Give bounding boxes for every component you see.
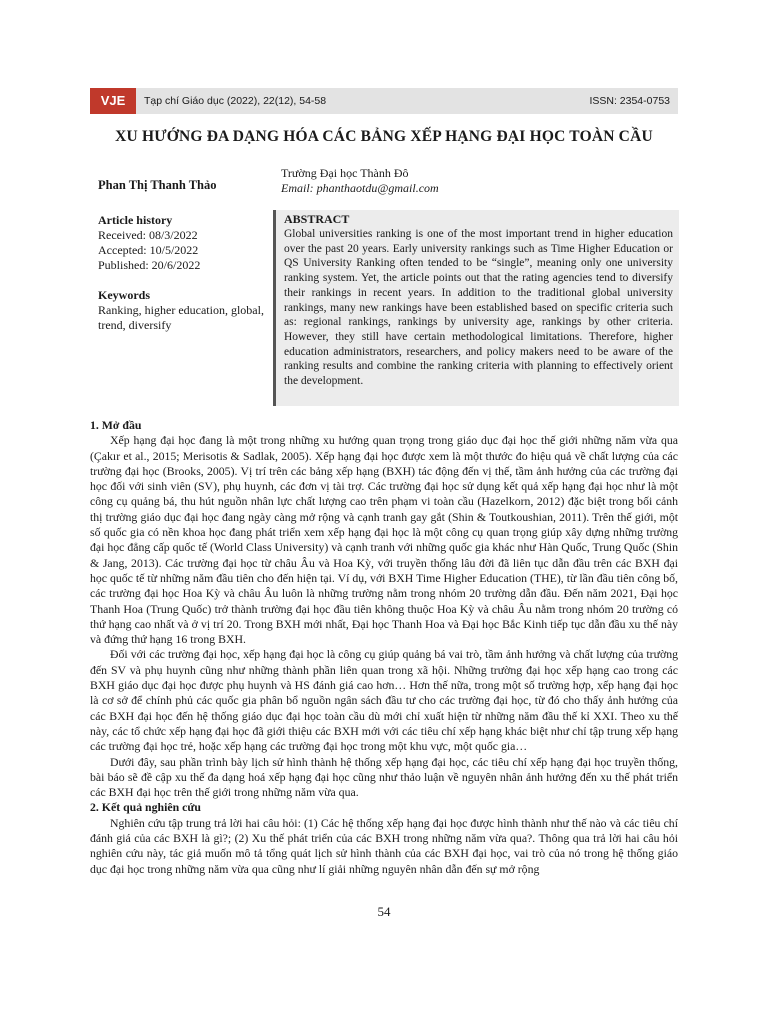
abstract-text: Global universities ranking is one of the most important trend in higher education over the past 20 years. Early university rankings such as Time Higher Education or QS University Ranking often tended to be “single”, meaning only one university ranking system. Yet, the article points out that the rating agencies tend to diversify their rankings in recent years. In addition to the traditional global university rankings, many new rankings have been established based on specific criteria such as: regional rankings, rankings by university age, rankings by other criteria. However, they still have certain methodological limitations. Therefore, higher education administrators, researchers, and policy makers need to be aware of the ranking results and combine the ranking criteria with planning to effectively orient the development.: [284, 228, 673, 388]
article-body: [90, 418, 678, 877]
journal-citation: Tạp chí Giáo dục (2022), 22(12), 54-58: [144, 95, 327, 107]
published-date: Published: 20/6/2022: [98, 258, 201, 272]
author-email[interactable]: Email: phanthaotdu@gmail.com: [281, 181, 439, 195]
abstract-box: [273, 210, 679, 406]
issn-label: ISSN: 2354-0753: [589, 95, 670, 107]
section-2-paragraph-1: Nghiên cứu tập trung trả lời hai câu hỏi: (1) Các hệ thống xếp hạng đại học được hình thành như thế nào và các tiêu chí đánh giá của các BXH là gì?; (2) Xu thế phát triển của các BXH trong những năm vừa qua?. Thông qua trả lời hai câu hỏi nghiên cứu này, tác giả muốn mô tả tổng quát lịch sử hình thành của các BXH đại học, vai trò của nó trong hệ thống giáo dục đại học trong những năm vừa qua cũng như lí giải những nguyên nhân dẫn đến sự mở rộng: [90, 815, 678, 876]
section-1-paragraph-3: Dưới đây, sau phần trình bày lịch sử hình thành hệ thống xếp hạng đại học, các tiêu chí xếp hạng đại học truyền thống, bài báo sẽ đề cập xu thế đa dạng hoá xếp hạng đại học cũng như thảo luận về nguyên nhân ảnh hưởng đến xu thế phát triển các BXH đại học trên thế giới trong những năm vừa qua.: [90, 754, 678, 800]
author-affiliation-block: [281, 166, 439, 196]
journal-logo: VJE: [90, 88, 136, 114]
keywords-text: Ranking, higher education, global, trend, diversify: [98, 303, 264, 332]
author-name: Phan Thị Thanh Thảo: [98, 178, 217, 192]
keywords-heading: Keywords: [98, 288, 150, 302]
section-1-paragraph-1: Xếp hạng đại học đang là một trong những xu hướng quan trọng trong giáo dục đại học thế giới những năm vừa qua (Çakır et al., 2015; Merisotis & Sadlak, 2005). Xếp hạng đại học được xem là một thước đo hiệu quả về chất lượng của các trường đại học (Brooks, 2005). Vị trí trên các bảng xếp hạng (BXH) tác động đến vị thế, tầm ảnh hưởng của các trường đại học đối với sinh viên (SV), phụ huynh, các đơn vị tài trợ. Các trường đại học sử dụng kết quả xếp hạng đại học như là một công cụ quảng bá, thu hút nguồn nhân lực chất lượng cao trên phạm vi toàn cầu (Hazelkorn, 2012) đặc biệt trong bối cảnh thị trường giáo dục đại học đang ngày càng mở rộng và cạnh tranh gay gắt (Shin & Toutkoushian, 2011). Trên thế giới, một số quốc gia có nền khoa học đang phát triển xem xếp hạng đại học là một công cụ quan trọng giúp xây dựng những trường đại học đẳng cấp quốc tế (World Class University) và cạnh tranh với những quốc gia khác như Hàn Quốc, Trung Quốc (Shin & Jang, 2013). Các trường đại học từ châu Âu và Hoa Kỳ, với truyền thống lâu đời đã liên tục dẫn đầu trên các BXH đại học quốc tế từ những năm đầu tiên cho đến hiện tại. Ví dụ, với BXH Time Higher Education (THE), từ lần đầu tiên công bố, các trường đại học Hoa Kỳ và châu Âu luôn là những trường nằm trong nhóm 20 trường dẫn đầu. Đến năm 2021, Đại học Thanh Hoa (Trung Quốc) trở thành trường đại học đầu tiên không thuộc Hoa Kỳ và châu Âu nằm trong nhóm 20 trường có thứ hạng cao nhất và ở vị trí 20. Trong BXH mới nhất, Đại học Thanh Hoa và Đại học Bắc Kinh tiếp tục dẫn đầu xu thế này và đứng thứ hạng 16 trong BXH.: [90, 433, 678, 647]
section-2-heading: 2. Kết quả nghiên cứu: [90, 800, 201, 815]
article-meta: [98, 213, 268, 333]
page-number: 54: [377, 904, 391, 919]
received-date: Received: 08/3/2022: [98, 228, 198, 242]
section-1-heading: 1. Mở đầu: [90, 418, 142, 432]
history-heading: Article history: [98, 213, 173, 227]
abstract-heading: ABSTRACT: [284, 212, 350, 226]
journal-header: [90, 88, 678, 114]
affiliation: Trường Đại học Thành Đô: [281, 166, 409, 180]
accepted-date: Accepted: 10/5/2022: [98, 243, 199, 257]
section-1-paragraph-2: Đối với các trường đại học, xếp hạng đại học là công cụ giúp quảng bá vai trò, tầm ảnh hưởng và chất lượng của trường đến SV và phụ huynh cũng như những thành phần liên quan trong xã hội. Những trường đại học xếp hạng cao trong các BXH giáo dục đại học được phụ huynh và HS đánh giá cao hơn… Hơn thế nữa, trong một số trường hợp, xếp hạng đại học là cơ sở để chính phủ các quốc gia phân bổ nguồn ngân sách đầu tư cho các trường đại học, từ đó cho thấy ảnh hưởng của các BXH đại học đến hệ thống giáo dục đại học toàn cầu dù mới chỉ xuất hiện từ những năm đầu thế kỉ XXI. Theo xu thế này, các tổ chức xếp hạng đại học đã giới thiệu các BXH mới với các tiêu chí xếp hạng khác biệt như chỉ tập trung xếp hạng các trường đại học trẻ, hoặc xếp hạng các trường đại học trong một khu vực, một quốc gia…: [90, 647, 678, 754]
article-title: XU HƯỚNG ĐA DẠNG HÓA CÁC BẢNG XẾP HẠNG ĐẠI HỌC TOÀN CẦU: [115, 128, 653, 145]
